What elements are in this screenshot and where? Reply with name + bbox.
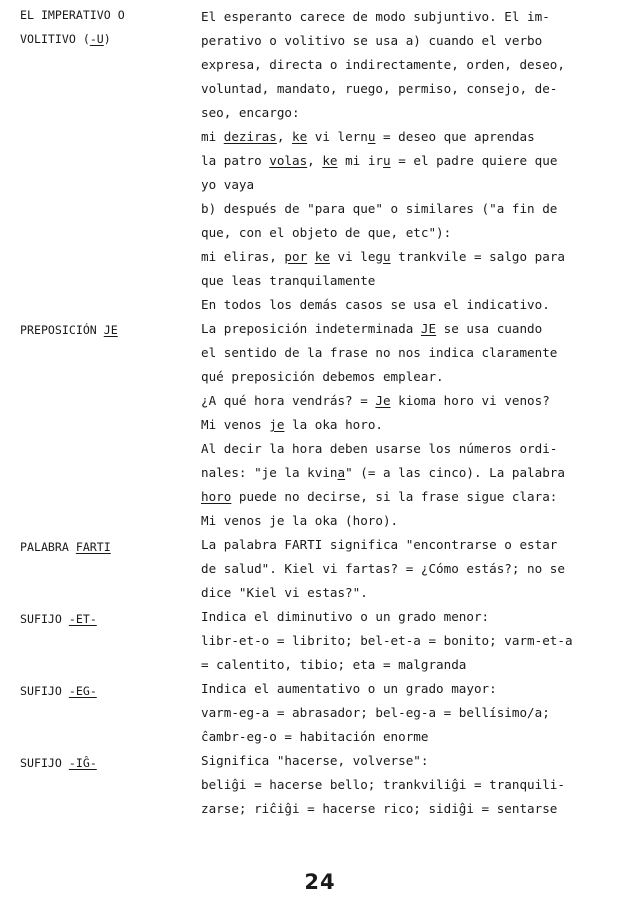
heading-line (20, 320, 190, 344)
body-line (201, 485, 637, 509)
body-line (201, 173, 637, 197)
underlined-term: a (337, 465, 346, 480)
text-run: el sentido de la frase no nos indica claramente (201, 345, 558, 360)
text-run: varm-eg-a = abrasador; bel-eg-a = bellísimo/a; (201, 705, 550, 720)
heading-line (20, 537, 190, 561)
section-preposicion-je-body (201, 317, 637, 533)
heading-line (20, 29, 190, 53)
text-run: nales: "je la kvin (201, 465, 338, 480)
body-line (201, 725, 637, 749)
section-sufijo-eg-body (201, 677, 637, 749)
body-line (201, 317, 637, 341)
text-run: = el padre quiere que (390, 153, 558, 168)
text-run: expresa, directa o indirectamente, orden, deseo, (201, 57, 565, 72)
text-run: puede no decirse, si la frase sigue clara: (231, 489, 558, 504)
text-run: El esperanto carece de modo subjuntivo. El im- (201, 9, 550, 24)
section-imperativo-body (201, 5, 637, 317)
text-run: voluntad, mandato, ruego, permiso, consejo, de- (201, 81, 558, 96)
section-sufijo-ig-body (201, 749, 637, 821)
heading-sufijo-ig (20, 753, 190, 777)
text-run: la patro (201, 153, 270, 168)
underlined-term: ke (314, 249, 330, 264)
heading-line (20, 681, 190, 705)
underlined-term: FARTI (75, 540, 111, 554)
underlined-term: horo (201, 489, 232, 504)
heading-line (20, 609, 190, 633)
text-run: La preposición indeterminada (201, 321, 421, 336)
body-line (201, 5, 637, 29)
underlined-term: Je (375, 393, 391, 408)
body-line (201, 581, 637, 605)
body-line (201, 53, 637, 77)
body-line (201, 677, 637, 701)
text-run: Significa "hacerse, volverse": (201, 753, 429, 768)
text-run: mi ir (337, 153, 384, 168)
text-run: beliĝi = hacerse bello; trankviliĝi = tranquili- (201, 777, 565, 792)
body-line (201, 293, 637, 317)
text-run: que leas tranquilamente (201, 273, 376, 288)
text-run: libr-et-o = librito; bel-et-a = bonito; varm-et-a (201, 633, 573, 648)
text-run: se usa cuando (436, 321, 543, 336)
underlined-term: je (269, 417, 285, 432)
text-run: EL IMPERATIVO O (20, 8, 125, 22)
heading-line (20, 5, 190, 29)
section-palabra-farti-body (201, 533, 637, 605)
underlined-term: -IĜ- (68, 756, 97, 770)
text-run: yo vaya (201, 177, 255, 192)
text-run: PREPOSICIÓN (20, 323, 104, 337)
text-run: " (= a las cinco). La palabra (345, 465, 565, 480)
body-line (201, 341, 637, 365)
text-run: la oka horo. (284, 417, 383, 432)
body-line (201, 221, 637, 245)
body-line (201, 509, 637, 533)
underlined-term: u (367, 129, 376, 144)
heading-sufijo-eg (20, 681, 190, 705)
underlined-term: ke (322, 153, 338, 168)
underlined-term: ke (292, 129, 308, 144)
text-run: SUFIJO (20, 612, 69, 626)
underlined-term: u (383, 249, 391, 264)
text-run: kioma horo vi venos? (390, 393, 550, 408)
text-run: SUFIJO (20, 756, 69, 770)
body-line (201, 245, 637, 269)
text-run: = calentito, tibio; eta = malgranda (201, 657, 467, 672)
text-run: , (276, 129, 292, 144)
body-line (201, 125, 637, 149)
body-line (201, 557, 637, 581)
body-line (201, 605, 637, 629)
text-run: zarse; riĉiĝi = hacerse rico; sidiĝi = sentarse (201, 801, 558, 816)
section-sufijo-et-body (201, 605, 637, 677)
text-run: que, con el objeto de que, etc"): (201, 225, 452, 240)
body-line (201, 365, 637, 389)
underlined-term: deziras (223, 129, 277, 144)
heading-palabra-farti (20, 537, 190, 561)
body-line (201, 533, 637, 557)
body-line (201, 797, 637, 821)
underlined-term: volas (269, 153, 308, 168)
body-line (201, 77, 637, 101)
page-number: 24 (304, 870, 336, 894)
text-run: Mi venos (201, 417, 270, 432)
body-line (201, 461, 637, 485)
underlined-term: u (383, 153, 391, 168)
text-run: qué preposición debemos emplear. (201, 369, 444, 384)
text-run: SUFIJO (20, 684, 69, 698)
body-line (201, 389, 637, 413)
text-run: vi lern (307, 129, 368, 144)
text-run: perativo o volitivo se usa a) cuando el verbo (201, 33, 543, 48)
heading-imperativo (20, 5, 190, 53)
body-line (201, 437, 637, 461)
text-run: de salud". Kiel vi fartas? = ¿Cómo estás?; no se (201, 561, 565, 576)
body-line (201, 701, 637, 725)
underlined-term: JE (103, 323, 118, 337)
heading-line (20, 753, 190, 777)
body-line (201, 413, 637, 437)
underlined-term: -ET- (68, 612, 97, 626)
text-run: = deseo que aprendas (375, 129, 535, 144)
text-run: Al decir la hora deben usarse los números ordi- (201, 441, 558, 456)
text-run: mi (201, 129, 224, 144)
body-line (201, 629, 637, 653)
body-line (201, 101, 637, 125)
body-line (201, 269, 637, 293)
text-run: ĉambr-eg-o = habitación enorme (201, 729, 429, 744)
text-run: vi leg (329, 249, 383, 264)
text-run: Indica el diminutivo o un grado menor: (201, 609, 490, 624)
text-run: La palabra FARTI significa "encontrarse o estar (201, 537, 558, 552)
text-run: b) después de "para que" o similares ("a fin de (201, 201, 558, 216)
text-run: ) (103, 32, 111, 46)
text-run: En todos los demás casos se usa el indicativo. (201, 297, 550, 312)
underlined-term: JE (420, 321, 437, 336)
body-line (201, 29, 637, 53)
underlined-term: -EG- (68, 684, 97, 698)
text-run: PALABRA (20, 540, 76, 554)
text-run (307, 249, 315, 264)
underlined-term: por (284, 249, 308, 264)
underlined-term: -U (89, 32, 104, 46)
text-run: ¿A qué hora vendrás? = (201, 393, 376, 408)
body-line (201, 149, 637, 173)
text-run: VOLITIVO ( (20, 32, 90, 46)
body-line (201, 749, 637, 773)
text-run: Mi venos je la oka (horo). (201, 513, 399, 528)
body-line (201, 653, 637, 677)
text-run: , (307, 153, 323, 168)
text-run: dice "Kiel vi estas?". (201, 585, 368, 600)
text-run: Indica el aumentativo o un grado mayor: (201, 681, 497, 696)
text-run: trankvile = salgo para (390, 249, 565, 264)
text-run: seo, encargo: (201, 105, 300, 120)
body-line (201, 197, 637, 221)
heading-preposicion-je (20, 320, 190, 344)
body-line (201, 773, 637, 797)
heading-sufijo-et (20, 609, 190, 633)
text-run: mi eliras, (201, 249, 285, 264)
